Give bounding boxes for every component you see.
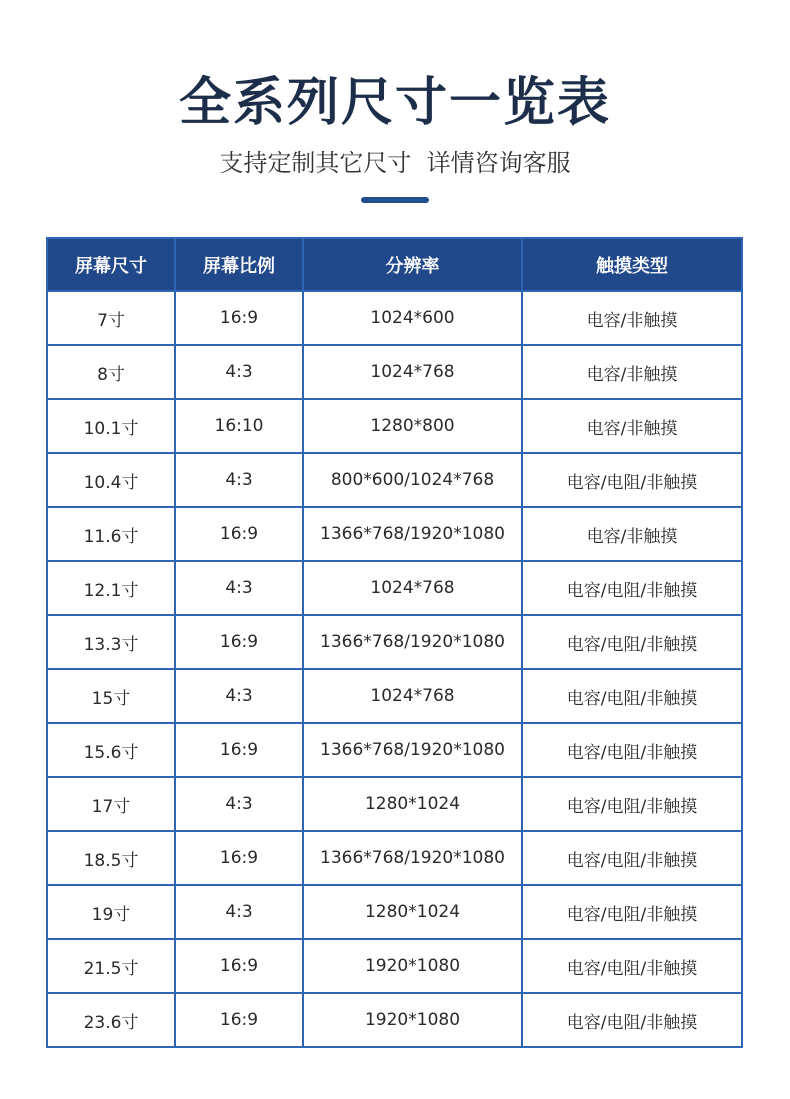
column-header-ratio: 屏幕比例 [175,238,303,291]
page-subtitle: 支持定制其它尺寸 详情咨询客服 [219,149,571,177]
cell-size: 18.5寸 [47,831,175,885]
cell-size: 23.6寸 [47,993,175,1047]
cell-ratio: 4:3 [175,777,303,831]
cell-size: 10.4寸 [47,453,175,507]
cell-ratio: 4:3 [175,885,303,939]
table-row [47,669,742,723]
table-row [47,453,742,507]
cell-size: 15寸 [47,669,175,723]
cell-resolution: 1280*1024 [303,885,522,939]
cell-touch-type: 电容/非触摸 [522,507,742,561]
cell-ratio: 16:9 [175,831,303,885]
cell-touch-type: 电容/非触摸 [522,345,742,399]
cell-size: 8寸 [47,345,175,399]
table-row [47,507,742,561]
cell-ratio: 16:10 [175,399,303,453]
table-header [47,238,742,291]
table-row [47,831,742,885]
cell-ratio: 16:9 [175,993,303,1047]
cell-touch-type: 电容/电阻/非触摸 [522,561,742,615]
page-title: 全系列尺寸一览表 [178,73,611,133]
title-divider [361,197,429,203]
cell-touch-type: 电容/电阻/非触摸 [522,615,742,669]
table-header-row [47,238,742,291]
table-body [47,291,742,1047]
cell-touch-type: 电容/电阻/非触摸 [522,885,742,939]
table-row [47,939,742,993]
table-row [47,723,742,777]
cell-resolution: 1920*1080 [303,993,522,1047]
cell-size: 17寸 [47,777,175,831]
cell-touch-type: 电容/电阻/非触摸 [522,831,742,885]
cell-resolution: 1024*768 [303,561,522,615]
cell-size: 19寸 [47,885,175,939]
cell-size: 13.3寸 [47,615,175,669]
cell-size: 10.1寸 [47,399,175,453]
cell-size: 15.6寸 [47,723,175,777]
cell-resolution: 1024*600 [303,291,522,345]
table-row [47,777,742,831]
cell-resolution: 1366*768/1920*1080 [303,723,522,777]
cell-touch-type: 电容/电阻/非触摸 [522,453,742,507]
cell-ratio: 4:3 [175,453,303,507]
cell-ratio: 16:9 [175,615,303,669]
cell-touch-type: 电容/电阻/非触摸 [522,939,742,993]
table-row [47,291,742,345]
cell-touch-type: 电容/非触摸 [522,291,742,345]
table-row [47,399,742,453]
cell-ratio: 16:9 [175,507,303,561]
cell-resolution: 1280*800 [303,399,522,453]
cell-touch-type: 电容/电阻/非触摸 [522,723,742,777]
table-row [47,561,742,615]
cell-ratio: 16:9 [175,723,303,777]
cell-resolution: 800*600/1024*768 [303,453,522,507]
cell-touch-type: 电容/非触摸 [522,399,742,453]
cell-ratio: 16:9 [175,291,303,345]
cell-ratio: 16:9 [175,939,303,993]
table-row [47,993,742,1047]
cell-resolution: 1920*1080 [303,939,522,993]
table-row [47,615,742,669]
column-header-size: 屏幕尺寸 [47,238,175,291]
column-header-touch-type: 触摸类型 [522,238,742,291]
cell-ratio: 4:3 [175,669,303,723]
cell-size: 12.1寸 [47,561,175,615]
cell-resolution: 1280*1024 [303,777,522,831]
cell-resolution: 1366*768/1920*1080 [303,507,522,561]
cell-size: 21.5寸 [47,939,175,993]
column-header-resolution: 分辨率 [303,238,522,291]
cell-resolution: 1024*768 [303,669,522,723]
table-row [47,345,742,399]
table-row [47,885,742,939]
cell-touch-type: 电容/电阻/非触摸 [522,669,742,723]
cell-ratio: 4:3 [175,345,303,399]
cell-touch-type: 电容/电阻/非触摸 [522,993,742,1047]
cell-size: 11.6寸 [47,507,175,561]
cell-resolution: 1366*768/1920*1080 [303,831,522,885]
cell-resolution: 1024*768 [303,345,522,399]
cell-resolution: 1366*768/1920*1080 [303,615,522,669]
cell-size: 7寸 [47,291,175,345]
cell-touch-type: 电容/电阻/非触摸 [522,777,742,831]
cell-ratio: 4:3 [175,561,303,615]
size-table [46,237,743,1048]
